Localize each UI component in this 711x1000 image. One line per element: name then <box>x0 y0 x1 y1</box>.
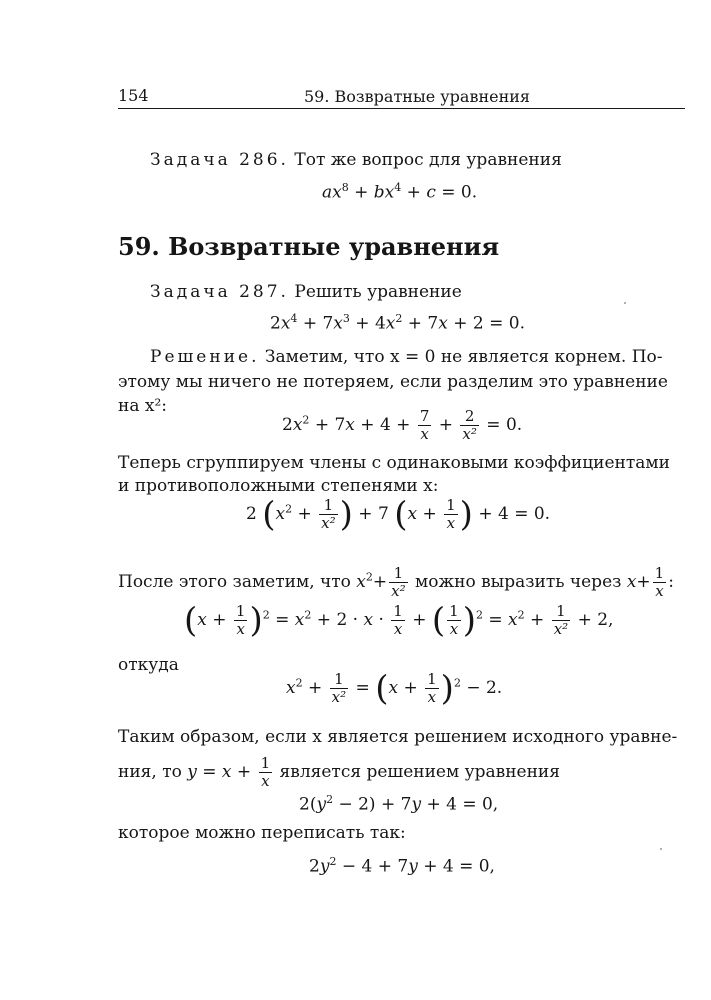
solution-line-2: этому мы ничего не потеряем, если разделим это уравнение <box>118 372 668 392</box>
solution-line-8: Таким образом, если x является решением исходного уравне- <box>118 727 678 747</box>
solution-label: Решение. <box>150 347 260 367</box>
solution-text-9a: ния, то <box>118 762 182 782</box>
equation-whence: $x^2$ + $\frac{1}{\text{x²}}$ = (x + $\frac{1}{x}$ )$^2$ − 2. <box>286 668 503 709</box>
scan-speck <box>660 848 662 850</box>
scan-speck <box>624 302 626 304</box>
solution-text-6b: можно выразить через <box>415 572 622 592</box>
solution-text-6a: После этого заметим, что <box>118 572 351 592</box>
solution-line-7: откуда <box>118 655 179 675</box>
problem-287-label: Задача 287. <box>150 282 289 302</box>
solution-line-9: ния, то y = x + $\frac{1}{x}$ является решением уравнения <box>118 754 560 790</box>
solution-line-3: на x²: <box>118 396 167 416</box>
problem-287 <box>150 282 462 302</box>
equation-286: $ax^8 + bx^4 + c = 0$. <box>322 181 478 203</box>
equation-grouped: 2 ($x^2$ + $\frac{1}{\text{x²}}$ ) + 7 (x + $\frac{1}{x}$ ) + 4 = 0. <box>246 494 551 535</box>
equation-divided: $2x^2 + 7x + 4$ + $\frac{7}{x}$ + $\frac{2}{\text{x²}}$ = 0. <box>282 407 523 443</box>
equation-y: $2(y^2 - 2) + 7y + 4 = 0$, <box>299 793 499 815</box>
problem-286-label: Задача 286. <box>150 150 289 170</box>
solution-line-6: После этого заметим, что $x^2+$ $\frac{1}{\text{x²}}$ можно выразить через x+ $\frac{1}{x}$ : <box>118 564 674 600</box>
solution-line-4: Теперь сгруппируем члены с одинаковыми коэффициентами <box>118 453 670 473</box>
page-number: 154 <box>118 86 149 105</box>
equation-y-rewritten: $2y^2 - 4 + 7y + 4 = 0$, <box>309 855 495 877</box>
equation-square: (x + $\frac{1}{x}$ )$^2 = x^2 + 2 \cdot x$ · $\frac{1}{x}$ + ( $\frac{1}{x}$ )$^2 = x^2$ + $\frac{1}{\text{x²}}$ + 2, <box>184 600 614 641</box>
section-title: 59. Возвратные уравнения <box>118 232 500 261</box>
problem-286-text: Тот же вопрос для уравнения <box>294 150 562 170</box>
page-header <box>118 86 685 109</box>
solution-text-1: Заметим, что x = 0 не является корнем. По- <box>264 347 663 367</box>
solution-text-9b: является решением уравнения <box>279 762 560 782</box>
solution-line-1 <box>150 347 663 367</box>
problem-287-text: Решить уравнение <box>294 282 462 302</box>
solution-line-10: которое можно переписать так: <box>118 823 406 843</box>
equation-287: $2x^4 + 7x^3 + 4x^2 + 7x + 2 = 0$. <box>270 312 525 334</box>
problem-286 <box>150 150 562 170</box>
running-title: 59. Возвратные уравнения <box>304 87 530 106</box>
solution-line-5: и противоположными степенями x: <box>118 476 439 496</box>
